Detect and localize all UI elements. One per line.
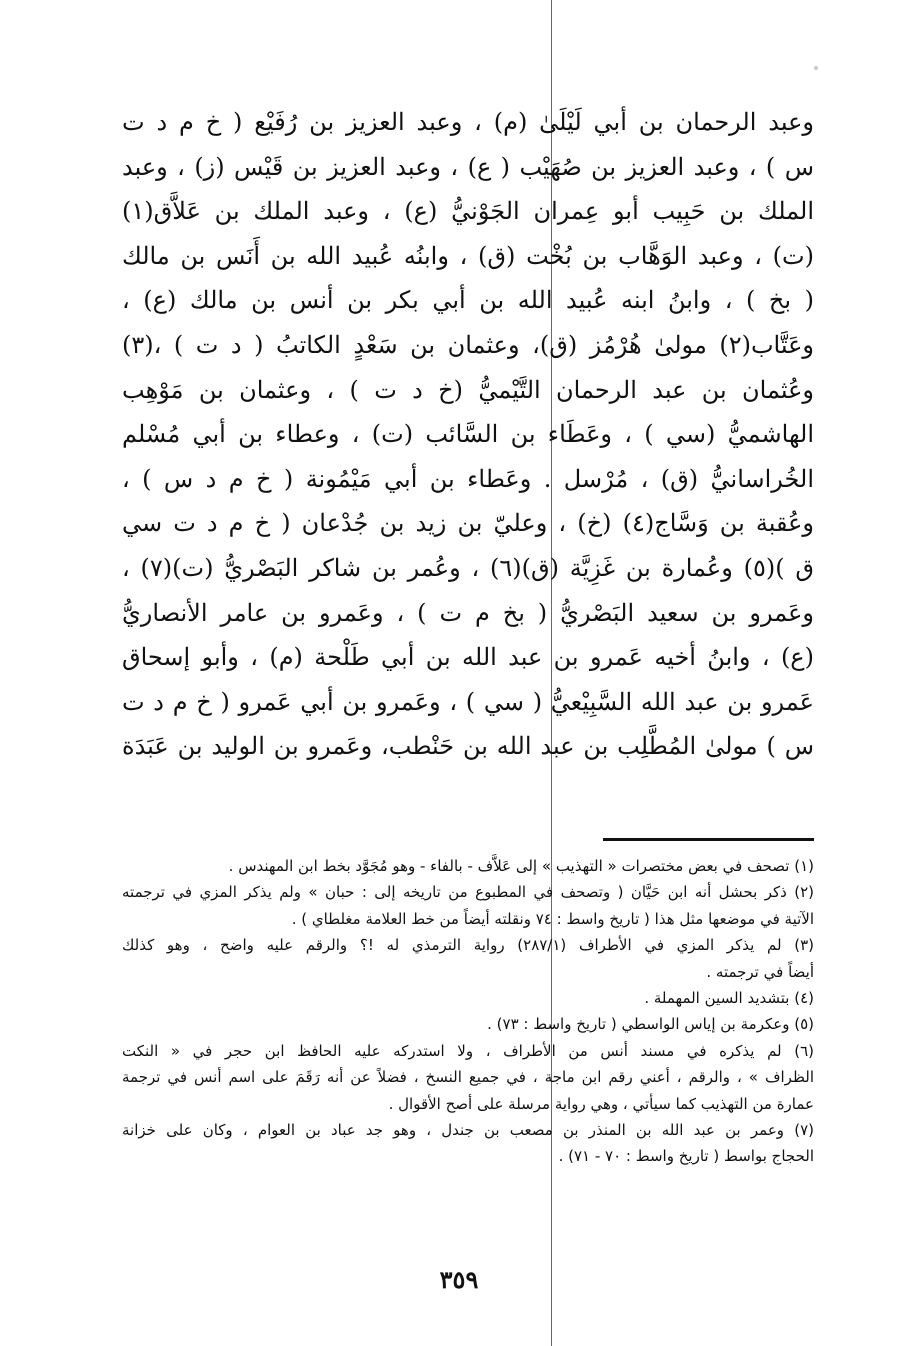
footnote-line: أيضاً في ترجمته .	[706, 962, 814, 981]
main-text-block	[122, 100, 814, 769]
main-text-line: وعُقبة بن وَسَّاج(٤) (خ) ، وعليّ بن زيد بن جُدْعان ( خ م د ت سي	[122, 509, 814, 538]
main-text-line: الخُراسانيُّ (ق) ، مُرْسل . وعَطاء بن أبي مَيْمُونة ( خ م د س ) ،	[122, 464, 814, 493]
footnote-separator	[603, 838, 814, 841]
main-text-line: وعَتَّاب(٢) مولىٰ هُرْمُز (ق)، وعثمان بن سَعْدٍ الكاتبُ ( د ت ) ،(٣)	[122, 330, 814, 359]
main-text-line: وعُثمان بن عبد الرحمان التَّيْميُّ (خ د ت ) ، وعثمان بن مَوْهِب	[122, 375, 814, 404]
footnote-line: الآتية في موضعها مثل هذا ( تاريخ واسط : ٧٤ ونقلته أيضاً من خط العلامة مغلطاي ) .	[291, 909, 814, 928]
footnote-line: (٣) لم يذكر المزي في الأطراف (٢٨٧/١) رواية الترمذي له !؟ والرقم عليه واضح ، وهو كذلك	[122, 936, 814, 955]
footnote-line: (٢) ذكر بحشل أنه ابن حَيَّان ( وتصحف في المطبوع من تاريخه إلى : حبان » ولم يذكر المزي في ترجمته	[122, 883, 814, 902]
footnote-line: (٥) وعكرمة بن إياس الواسطي ( تاريخ واسط : ٧٣) .	[487, 1015, 814, 1034]
main-text-line: س ) مولىٰ المُطَّلِب بن عبد الله بن حَنْطب، وعَمرو بن الوليد بن عَبَدَة	[122, 732, 814, 761]
main-text-line: (ع) ، وابنُ أخيه عَمرو بن عبد الله بن أبي طَلْحة (م) ، وأبو إسحاق	[122, 643, 814, 672]
main-text-line: وعَمرو بن سعيد البَصْريُّ ( بخ م ت ) ، وعَمرو بن عامر الأنصاريُّ	[122, 598, 814, 627]
footnote-line: الظراف » ، والرقم ، أعني رقم ابن ماجة ، في جميع النسخ ، فضلاً عن أنه رَقَمَ على اسم أنس في ترجمة	[122, 1068, 814, 1087]
footnote-line: (١) تصحف في بعض مختصرات « التهذيب » إلى عَلاَّف - بالفاء - وهو مُجَوَّد بخط ابن المهندس .	[228, 857, 814, 875]
footnote-line: عمارة من التهذيب كما سيأتي ، وهي رواية مرسلة على أصح الأقوال .	[388, 1094, 814, 1113]
main-text-line: (ت) ، وعبد الوَهَّاب بن بُخْت (ق) ، وابنُه عُبيد الله بن أَنَس بن مالك	[122, 241, 814, 270]
main-text-line: س ) ، وعبد العزيز بن صُهَيْب ( ع) ، وعبد العزيز بن قَيْس (ز) ، وعبد	[122, 152, 814, 181]
main-text-line: ( بخ ) ، وابنُ ابنه عُبيد الله بن أبي بكر بن أنس بن مالك (ع) ،	[122, 286, 814, 315]
main-text-line: الملك بن حَبِيب أبو عِمران الجَوْنيُّ (ع) ، وعبد الملك بن عَلاَّق(١)	[122, 197, 814, 226]
main-text-line: عَمرو بن عبد الله السَّبِيْعيُّ ( سي ) ، وعَمرو بن أبي عَمرو ( خ م د ت	[122, 687, 814, 716]
footnote-line: (٤) بتشديد السين المهملة .	[644, 988, 814, 1007]
main-text-line: الهاشميُّ (سي ) ، وعَطَاء بن السَّائب (ت) ، وعطاء بن أبي مُسْلم	[122, 420, 814, 449]
page-number: ٣٥٩	[439, 1265, 479, 1294]
main-text-line: ق )(٥) وعُمارة بن غَزِيَّة (ق)(٦) ، وعُمر بن شاكر البَصْريُّ (ت)(٧) ،	[122, 553, 814, 582]
scan-speck	[814, 66, 818, 70]
footnote-line: (٧) وعمر بن عبد الله بن المنذر بن مصعب بن جندل ، وهو جد عباد بن العوام ، وكان على خزانة	[122, 1120, 814, 1139]
footnote-line: الحجاج بواسط ( تاريخ واسط : ٧٠ - ٧١) .	[558, 1147, 814, 1166]
footnote-line: (٦) لم يذكره في مسند أنس من الأطراف ، ولا استدركه عليه الحافظ ابن حجر في « النكت	[122, 1041, 814, 1060]
main-text-line: وعبد الرحمان بن أبي لَيْلَىٰ (م) ، وعبد العزيز بن رُفَيْع ( خ م د ت	[122, 108, 814, 136]
footnotes-block	[122, 853, 814, 1170]
